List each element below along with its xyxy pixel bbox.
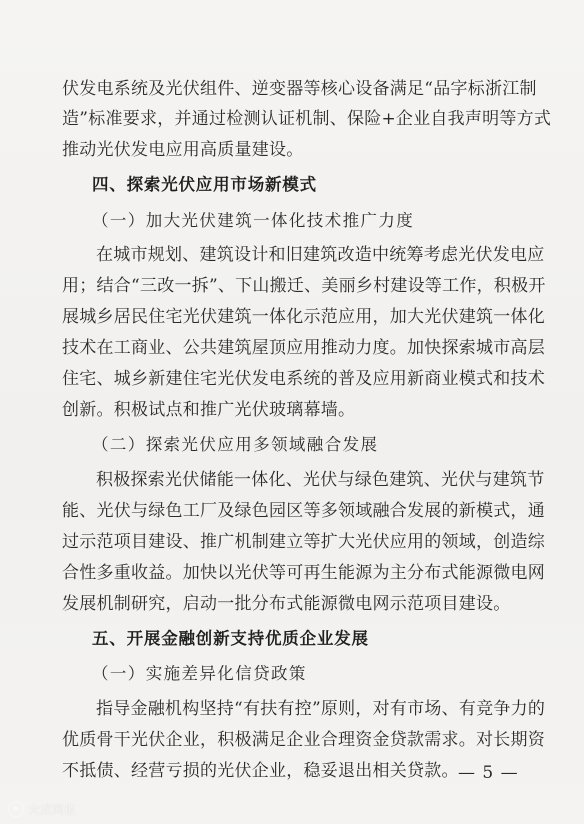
text-line: 展城乡居民住宅光伏建筑一体化示范应用，加大光伏建筑一体化 — [62, 307, 545, 327]
paragraph-first-line: 在城市规划、建筑设计和旧建筑改造中统筹考虑光伏发电应 — [96, 245, 545, 265]
text-line: 优质骨干光伏企业，积极满足企业合理资金贷款需求。对长期资 — [62, 730, 545, 750]
subsection-heading: （一）实施差异化信贷政策 — [92, 664, 307, 683]
text-line: 造”标准要求，并通过检测认证机制、保险+企业自我声明等方式 — [62, 109, 552, 129]
text-line: 住宅、城乡新建住宅光伏发电系统的普及应用新商业模式和技术 — [62, 369, 545, 389]
watermark — [8, 799, 94, 819]
text-line: 发展机制研究，启动一批分布式能源微电网示范项目建设。 — [62, 594, 511, 614]
section-heading-4: 四、探索光伏应用市场新模式 — [92, 175, 317, 194]
paragraph-first-line: 指导金融机构坚持“有扶有控”原则，对有市场、有竞争力的 — [96, 699, 546, 719]
text-line: 伏发电系统及光伏组件、逆变器等核心设备满足“品字标浙江制 — [62, 79, 537, 99]
subsection-heading: （一）加大光伏建筑一体化技术推广力度 — [92, 211, 415, 230]
section-heading-5: 五、开展金融创新支持优质企业发展 — [92, 629, 369, 648]
text-line: 合性多重收益。加快以光伏等可再生能源为主分布式能源微电网 — [62, 563, 545, 583]
text-line: 技术在工商业、公共建筑屋顶应用推动力度。加快探索城市高层 — [62, 338, 545, 358]
text-line: 过示范项目建设、推广机制建立等扩大光伏应用的领域，创造综 — [62, 532, 545, 552]
subsection-heading: （二）探索光伏应用多领域融合发展 — [92, 435, 379, 454]
text-line: 能、光伏与绿色工厂及绿色园区等多领域融合发展的新模式，通 — [62, 501, 545, 521]
text-line: 用；结合“三改一拆”、下山搬迁、美丽乡村建设等工作，积极开 — [62, 276, 546, 296]
text-line: 推动光伏发电应用高质量建设。 — [62, 140, 304, 160]
paragraph-first-line: 积极探索光伏储能一体化、光伏与绿色建筑、光伏与建筑节 — [96, 470, 545, 490]
text-line: 创新。积极试点和推广光伏玻璃幕墙。 — [62, 400, 356, 420]
page-number: — 5 — — [458, 763, 519, 783]
text-line: 不抵债、经营亏损的光伏企业，稳妥退出相关贷款。 — [62, 761, 459, 781]
watermark-logo-icon — [8, 801, 24, 817]
watermark-text: 大成网报 — [28, 802, 77, 817]
